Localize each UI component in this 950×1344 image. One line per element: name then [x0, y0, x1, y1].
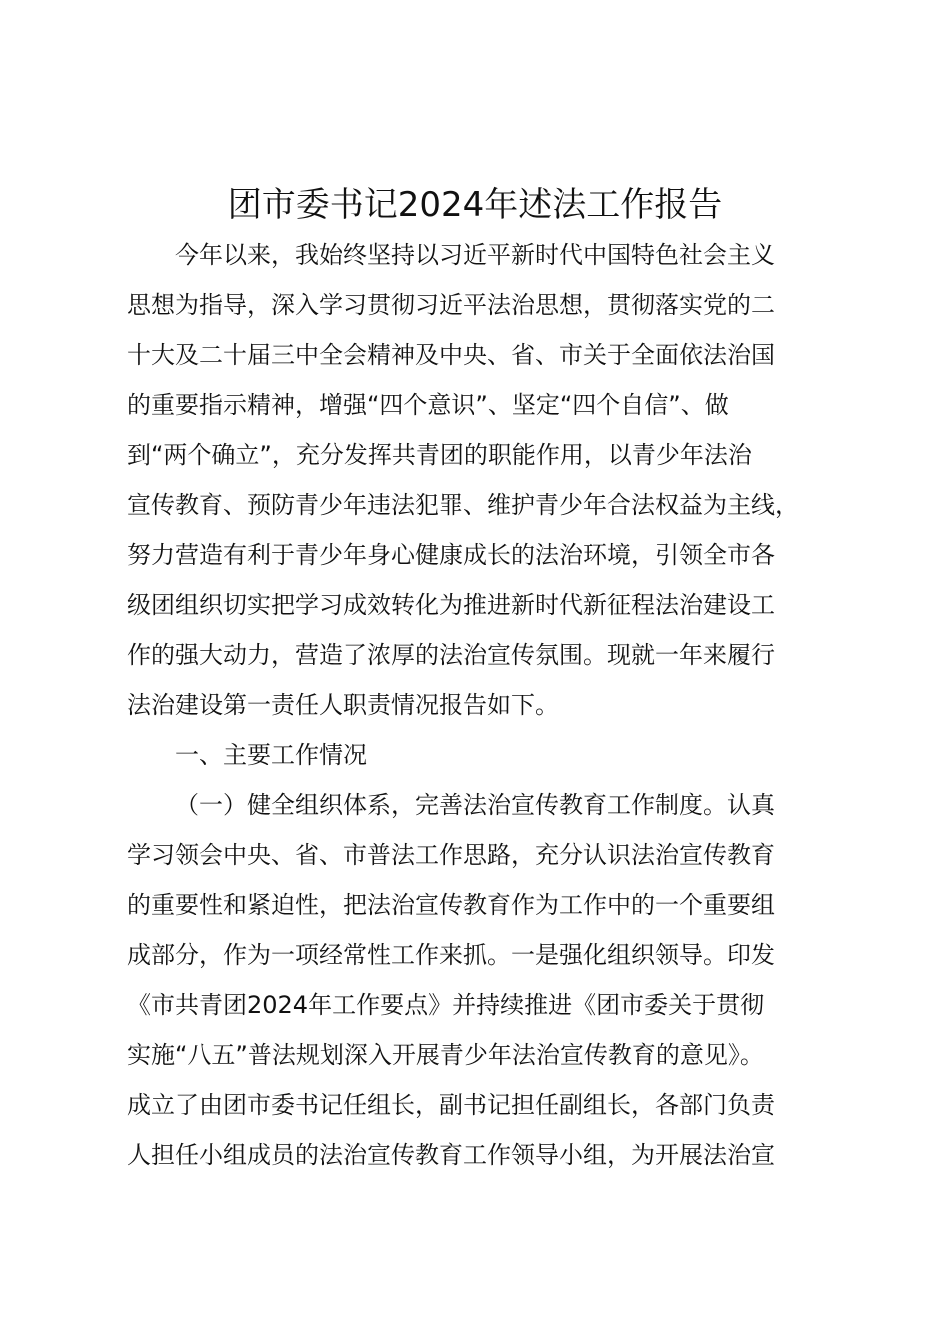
paragraph-line: 作的强大动力，营造了浓厚的法治宣传氛围。现就一年来履行 [127, 641, 775, 669]
paragraph-line: 学习领会中央、省、市普法工作思路，充分认识法治宣传教育 [127, 841, 775, 869]
section-heading: 一、主要工作情况 [175, 741, 367, 769]
paragraph-line: 宣传教育、预防青少年违法犯罪、维护青少年合法权益为主线， [127, 491, 799, 519]
paragraph-line: 十大及二十届三中全会精神及中央、省、市关于全面依法治国 [127, 341, 775, 369]
paragraph-line: 人担任小组成员的法治宣传教育工作领导小组，为开展法治宣 [127, 1141, 775, 1169]
paragraph-line: 级团组织切实把学习成效转化为推进新时代新征程法治建设工 [127, 591, 775, 619]
paragraph-line: （一）健全组织体系，完善法治宣传教育工作制度。认真 [175, 791, 775, 819]
paragraph-line: 《市共青团2024年工作要点》并持续推进《团市委关于贯彻 [127, 991, 765, 1019]
paragraph-line: 今年以来，我始终坚持以习近平新时代中国特色社会主义 [175, 241, 775, 269]
paragraph-line: 实施“八五”普法规划深入开展青少年法治宣传教育的意见》。 [127, 1041, 764, 1069]
paragraph-line: 成立了由团市委书记任组长，副书记担任副组长，各部门负责 [127, 1091, 775, 1119]
paragraph-line: 到“两个确立”，充分发挥共青团的职能作用，以青少年法治 [127, 441, 752, 469]
paragraph-line: 法治建设第一责任人职责情况报告如下。 [127, 691, 559, 719]
paragraph-line: 努力营造有利于青少年身心健康成长的法治环境，引领全市各 [127, 541, 775, 569]
paragraph-line: 的重要性和紧迫性，把法治宣传教育作为工作中的一个重要组 [127, 891, 775, 919]
paragraph-line: 思想为指导，深入学习贯彻习近平法治思想，贯彻落实党的二 [127, 291, 775, 319]
document-title: 团市委书记2024年述法工作报告 [227, 185, 723, 225]
paragraph-line: 的重要指示精神，增强“四个意识”、坚定“四个自信”、做 [127, 391, 729, 419]
paragraph-line: 成部分，作为一项经常性工作来抓。一是强化组织领导。印发 [127, 941, 775, 969]
